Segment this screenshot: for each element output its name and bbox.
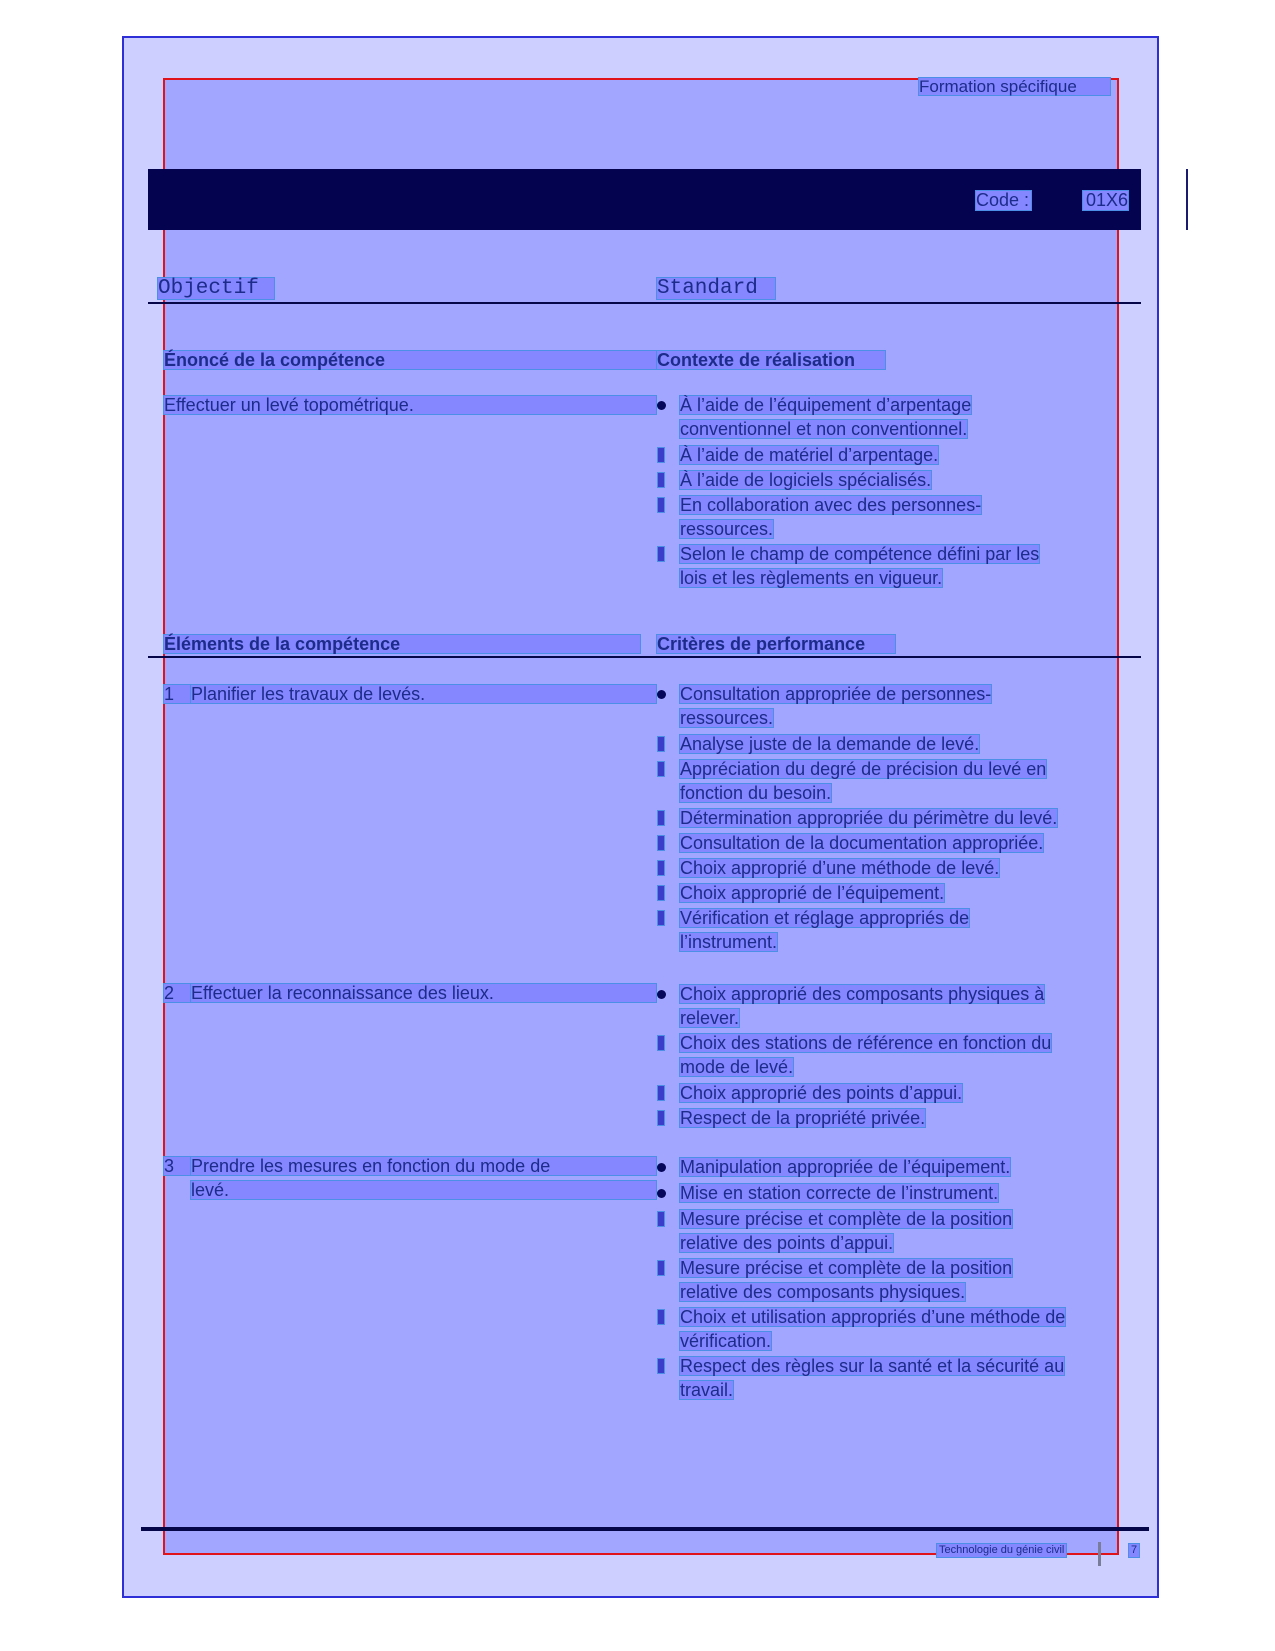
- bullet: [657, 1309, 665, 1325]
- context-item-5-line-2: lois et les règlements en vigueur.: [680, 568, 943, 588]
- element-number: 3: [163, 1156, 191, 1176]
- bullet: [657, 401, 666, 410]
- bullet: [657, 1189, 666, 1198]
- element-number: 2: [163, 983, 191, 1003]
- criterion-continued: relative des points d’appui.: [680, 1233, 894, 1253]
- competence-statement: Effectuer un levé topométrique.: [163, 395, 657, 415]
- footer-rule: [141, 1527, 1149, 1531]
- criterion-continued: l’instrument.: [680, 932, 778, 952]
- criterion: Mesure précise et complète de la position: [680, 1209, 1013, 1229]
- bullet: [657, 885, 665, 901]
- code-label: Code :: [975, 190, 1032, 211]
- code-value: 01X6: [1082, 190, 1129, 211]
- context-heading: Contexte de réalisation: [656, 350, 886, 370]
- context-item-4-line-1: En collaboration avec des personnes-: [680, 495, 982, 515]
- criterion: Respect des règles sur la santé et la sécurité au: [680, 1356, 1065, 1376]
- header-band-divider: [1186, 169, 1188, 230]
- element-number: 1: [163, 684, 191, 704]
- criterion: Choix des stations de référence en fonction du: [680, 1033, 1052, 1053]
- criterion: Détermination appropriée du périmètre du levé.: [680, 808, 1058, 828]
- criterion: Respect de la propriété privée.: [680, 1108, 926, 1128]
- bullet: [657, 835, 665, 851]
- header-rule: [148, 302, 1141, 304]
- criterion-continued: travail.: [680, 1380, 734, 1400]
- criterion: Consultation de la documentation appropriée.: [680, 833, 1044, 853]
- element-label: Prendre les mesures en fonction du mode de: [190, 1156, 657, 1176]
- element-label-continued: levé.: [190, 1180, 657, 1200]
- section-rule: [148, 656, 1141, 658]
- criterion-continued: fonction du besoin.: [680, 783, 832, 803]
- criterion-continued: ressources.: [680, 708, 774, 728]
- criterion: Manipulation appropriée de l’équipement.: [680, 1157, 1011, 1177]
- bullet: [657, 1110, 665, 1126]
- bullet: [657, 860, 665, 876]
- program-label: Formation spécifique: [918, 77, 1111, 96]
- criterion-continued: vérification.: [680, 1331, 772, 1351]
- bullet: [657, 1035, 665, 1051]
- context-item-3: À l’aide de logiciels spécialisés.: [680, 470, 932, 490]
- criteria-heading: Critères de performance: [656, 634, 896, 654]
- bullet: [657, 761, 665, 777]
- bullet: [657, 1211, 665, 1227]
- bullet: [657, 472, 665, 488]
- criterion: Choix approprié de l’équipement.: [680, 883, 945, 903]
- criterion: Mise en station correcte de l’instrument.: [680, 1183, 999, 1203]
- context-item-1-line-1: À l’aide de l’équipement d’arpentage: [680, 395, 972, 415]
- footer-program-name: Technologie du génie civil: [936, 1543, 1067, 1558]
- criterion: Mesure précise et complète de la position: [680, 1258, 1013, 1278]
- bullet: [657, 910, 665, 926]
- criterion: Analyse juste de la demande de levé.: [680, 734, 980, 754]
- footer-page-number: 7: [1128, 1543, 1140, 1558]
- bullet: [657, 736, 665, 752]
- bullet: [657, 1085, 665, 1101]
- criterion-continued: mode de levé.: [680, 1057, 794, 1077]
- footer-separator: [1098, 1542, 1101, 1566]
- bullet: [657, 810, 665, 826]
- bullet: [657, 1260, 665, 1276]
- bullet: [657, 546, 665, 562]
- criterion: Consultation appropriée de personnes-: [680, 684, 992, 704]
- context-item-2: À l’aide de matériel d’arpentage.: [680, 445, 939, 465]
- criterion-continued: relever.: [680, 1008, 740, 1028]
- context-item-5-line-1: Selon le champ de compétence défini par les: [680, 544, 1040, 564]
- elements-heading: Éléments de la compétence: [163, 634, 641, 654]
- element-label: Planifier les travaux de levés.: [190, 684, 657, 704]
- element-label: Effectuer la reconnaissance des lieux.: [190, 983, 657, 1003]
- bullet: [657, 690, 666, 699]
- bullet: [657, 1163, 666, 1172]
- context-item-1-line-2: conventionnel et non conventionnel.: [680, 419, 968, 439]
- criterion: Appréciation du degré de précision du levé en: [680, 759, 1047, 779]
- column-objectif: Objectif: [157, 277, 275, 300]
- criterion-continued: relative des composants physiques.: [680, 1282, 966, 1302]
- statement-heading: Énoncé de la compétence: [163, 350, 657, 370]
- bullet: [657, 1358, 665, 1374]
- context-item-4-line-2: ressources.: [680, 519, 774, 539]
- criterion: Choix approprié d’une méthode de levé.: [680, 858, 1000, 878]
- criterion: Choix approprié des composants physiques à: [680, 984, 1045, 1004]
- bullet: [657, 497, 665, 513]
- criterion: Choix approprié des points d’appui.: [680, 1083, 963, 1103]
- bullet: [657, 447, 665, 463]
- bullet: [657, 990, 666, 999]
- column-standard: Standard: [656, 277, 776, 300]
- criterion: Vérification et réglage appropriés de: [680, 908, 970, 928]
- criterion: Choix et utilisation appropriés d’une méthode de: [680, 1307, 1066, 1327]
